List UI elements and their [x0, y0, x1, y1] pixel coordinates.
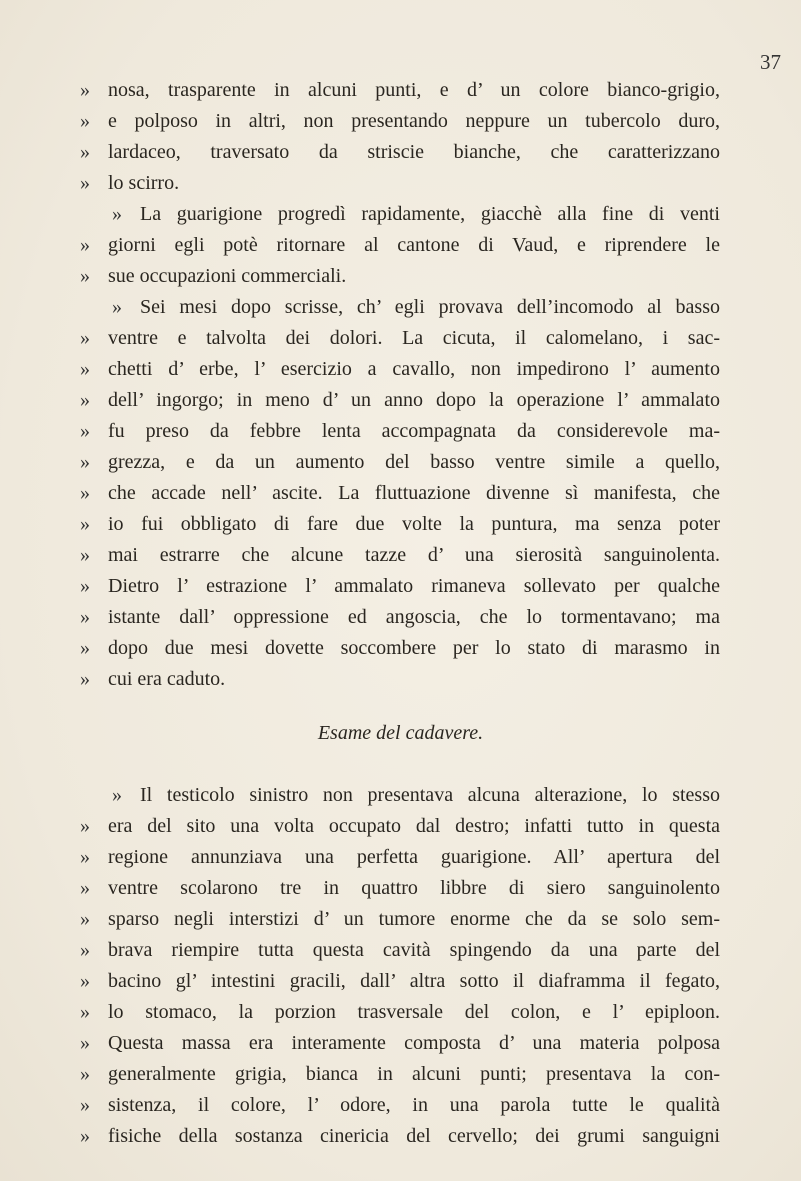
- quote-mark: »: [80, 265, 90, 287]
- quote-mark: »: [80, 877, 90, 899]
- text-line: » grezza, e da un aumento del basso ventre simile a quello,: [80, 447, 720, 477]
- text-line: » brava riempire tutta questa cavità spingendo da una parte del: [80, 935, 720, 965]
- text-line: » cui era caduto.: [80, 664, 720, 694]
- quote-mark: »: [112, 784, 122, 806]
- quote-mark: »: [80, 1094, 90, 1116]
- text-line: » generalmente grigia, bianca in alcuni punti; presentava la con-: [80, 1059, 720, 1089]
- quote-mark: »: [112, 203, 122, 225]
- quote-mark: »: [80, 846, 90, 868]
- quote-mark: »: [80, 606, 90, 628]
- quote-mark: »: [80, 1032, 90, 1054]
- quote-mark: »: [80, 1063, 90, 1085]
- quote-mark: »: [80, 482, 90, 504]
- quote-mark: »: [80, 327, 90, 349]
- quote-mark: »: [80, 513, 90, 535]
- quote-mark: »: [80, 575, 90, 597]
- quote-mark: »: [80, 1001, 90, 1023]
- quote-mark: »: [80, 389, 90, 411]
- text-line: » sparso negli interstizi d’ un tumore enorme che da se solo sem-: [80, 904, 720, 934]
- text-line: » sistenza, il colore, l’ odore, in una parola tutte le qualità: [80, 1090, 720, 1120]
- quote-mark: »: [80, 668, 90, 690]
- quote-mark: »: [80, 939, 90, 961]
- section-heading: Esame del cadavere.: [317, 722, 484, 744]
- text-line: » io fui obbligato di fare due volte la puntura, ma senza poter: [80, 509, 720, 539]
- quote-mark: »: [80, 234, 90, 256]
- quote-mark: »: [80, 358, 90, 380]
- text-line: » fisiche della sostanza cinericia del cervello; dei grumi sanguigni: [80, 1121, 720, 1151]
- text-line: » chetti d’ erbe, l’ esercizio a cavallo, non impedirono l’ aumento: [80, 354, 720, 384]
- text-line: » lo stomaco, la porzion trasversale del colon, e l’ epiploon.: [80, 997, 720, 1027]
- quote-mark: »: [80, 110, 90, 132]
- quote-mark: »: [80, 172, 90, 194]
- text-line: » mai estrarre che alcune tazze d’ una sierosità sanguinolenta.: [80, 540, 720, 570]
- text-line: » Sei mesi dopo scrisse, ch’ egli provava dell’incomodo al basso: [112, 292, 720, 322]
- text-line: » regione annunziava una perfetta guarigione. All’ apertura del: [80, 842, 720, 872]
- text-line: » nosa, trasparente in alcuni punti, e d’ un colore bianco-grigio,: [80, 75, 720, 105]
- text-line: » giorni egli potè ritornare al cantone di Vaud, e riprendere le: [80, 230, 720, 260]
- text-line: » che accade nell’ ascite. La fluttuazione divenne sì manifesta, che: [80, 478, 720, 508]
- text-line: » La guarigione progredì rapidamente, giacchè alla fine di venti: [112, 199, 720, 229]
- text-line: » bacino gl’ intestini gracili, dall’ altra sotto il diaframma il fegato,: [80, 966, 720, 996]
- quote-mark: »: [80, 544, 90, 566]
- quote-mark: »: [80, 970, 90, 992]
- text-line: » Il testicolo sinistro non presentava alcuna alterazione, lo stesso: [112, 780, 720, 810]
- quote-mark: »: [80, 141, 90, 163]
- text-line: » Questa massa era interamente composta d’ una materia polposa: [80, 1028, 720, 1058]
- quote-mark: »: [80, 908, 90, 930]
- text-line: » istante dall’ oppressione ed angoscia, che lo tormentavano; ma: [80, 602, 720, 632]
- quote-mark: »: [80, 1125, 90, 1147]
- text-line: » Dietro l’ estrazione l’ ammalato rimaneva sollevato per qualche: [80, 571, 720, 601]
- text-line: » ventre e talvolta dei dolori. La cicuta, il calomelano, i sac-: [80, 323, 720, 353]
- text-line: » ventre scolarono tre in quattro libbre di siero sanguinolento: [80, 873, 720, 903]
- text-line: » era del sito una volta occupato dal destro; infatti tutto in questa: [80, 811, 720, 841]
- text-line: » lardaceo, traversato da striscie bianche, che caratterizzano: [80, 137, 720, 167]
- text-line: » dopo due mesi dovette soccombere per lo stato di marasmo in: [80, 633, 720, 663]
- text-line: » lo scirro.: [80, 168, 720, 198]
- quote-mark: »: [80, 637, 90, 659]
- text-line: » e polposo in altri, non presentando neppure un tubercolo duro,: [80, 106, 720, 136]
- quote-mark: »: [80, 451, 90, 473]
- quote-mark: »: [80, 815, 90, 837]
- quote-mark: »: [80, 420, 90, 442]
- quote-mark: »: [80, 79, 90, 101]
- text-line: » dell’ ingorgo; in meno d’ un anno dopo la operazione l’ ammalato: [80, 385, 720, 415]
- text-line: » sue occupazioni commerciali.: [80, 261, 720, 291]
- quote-mark: »: [112, 296, 122, 318]
- page-number: 37: [760, 50, 781, 74]
- text-line: » fu preso da febbre lenta accompagnata da considerevole ma-: [80, 416, 720, 446]
